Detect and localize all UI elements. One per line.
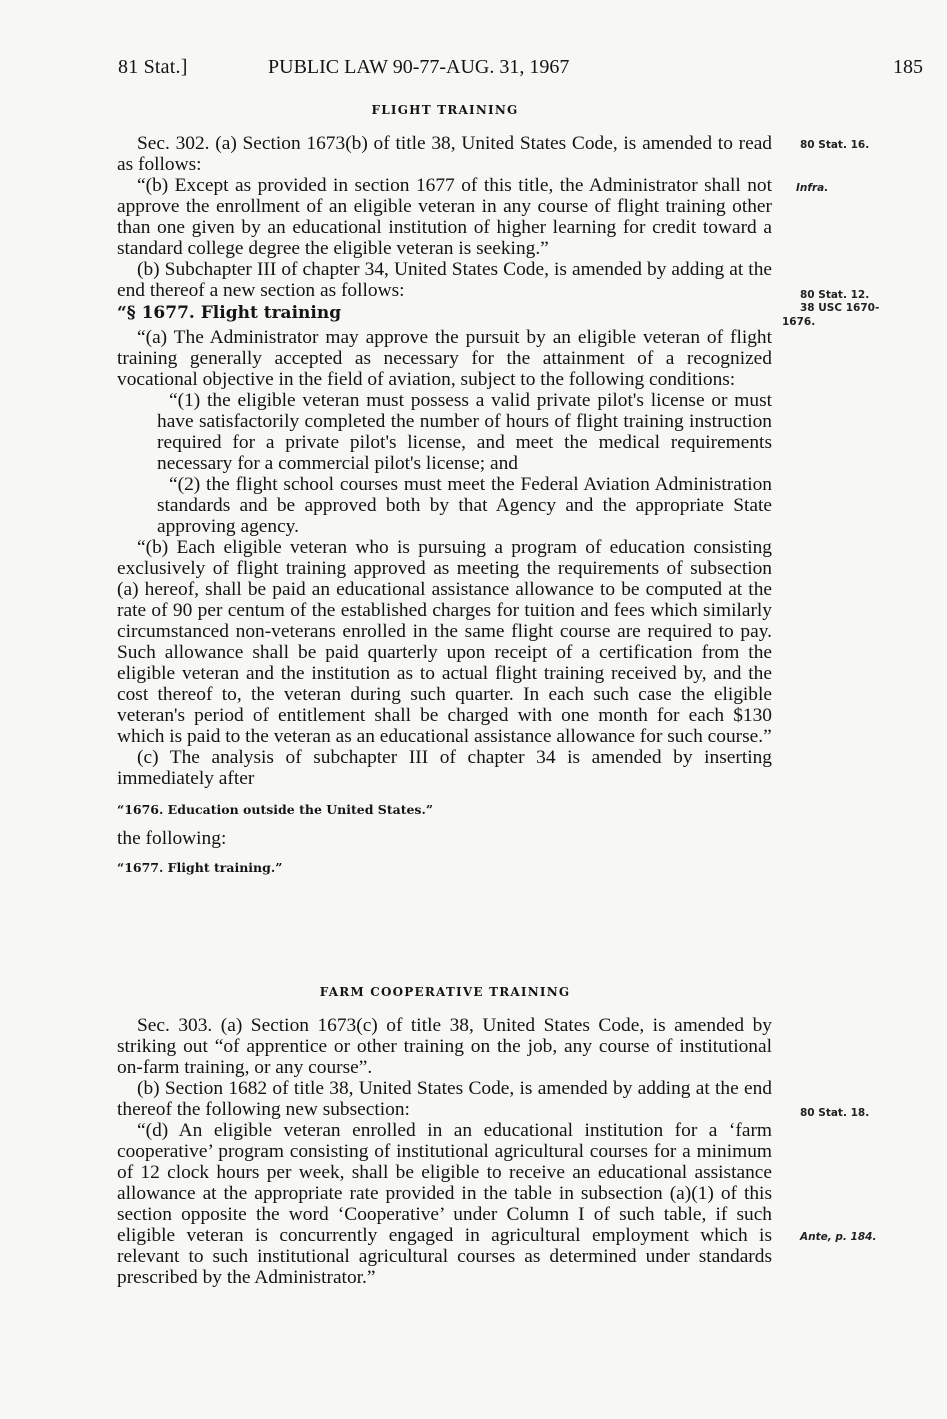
section-heading-flight-training: FLIGHT TRAINING bbox=[371, 103, 519, 117]
section-302-body bbox=[117, 133, 772, 878]
paragraph: Sec. 303. (a) Section 1673(c) of title 38, United States Code, is amended by striking out “of apprentice or other training on the job, any course of institutional on-farm training, or any course”. bbox=[117, 1015, 772, 1078]
margin-note: 80 Stat. 12. bbox=[800, 289, 870, 301]
page-running-head: PUBLIC LAW 90-77-AUG. 31, 1967 bbox=[268, 56, 570, 78]
paragraph: “(1) the eligible veteran must possess a valid private pilot's license or must have satisfactorily completed the number of hours of flight training instruction required for a private pilot's license, and meet the medical requirements necessary for a commercial pilot's license; and bbox=[157, 390, 772, 474]
table-of-contents-entry: “1677. Flight training.” bbox=[117, 860, 283, 875]
section-303-body bbox=[117, 1015, 772, 1288]
margin-note: Infra. bbox=[796, 182, 829, 194]
paragraph: Sec. 302. (a) Section 1673(b) of title 38, United States Code, is amended to read as follows: bbox=[117, 133, 772, 175]
section-heading-farm-cooperative: FARM COOPERATIVE TRAINING bbox=[319, 985, 571, 999]
section-1677-heading: “§ 1677. Flight training bbox=[117, 303, 342, 323]
paragraph: (b) Subchapter III of chapter 34, United States Code, is amended by adding at the end thereof a new section as follows: bbox=[117, 259, 772, 301]
page-number: 185 bbox=[893, 56, 923, 78]
paragraph: “(d) An eligible veteran enrolled in an educational institution for a ‘farm cooperative’ program consisting of institutional agricultural courses for a minimum of 12 clock hours per week, shall be eligible to receive an educational assistance allowance at the appropriate rate provided in the table in subsection (a)(1) of this section opposite the word ‘Cooperative’ under Column I of such table, if such eligible veteran is concurrently engaged in agricultural employment which is relevant to such institutional agricultural courses as determined under standards prescribed by the Administrator.” bbox=[117, 1120, 772, 1288]
paragraph: “(2) the flight school courses must meet the Federal Aviation Administration standards and be approved both by that Agency and the appropriate State approving agency. bbox=[157, 474, 772, 537]
margin-note: 80 Stat. 18. bbox=[800, 1107, 870, 1119]
paragraph: the following: bbox=[117, 828, 227, 849]
paragraph: (b) Section 1682 of title 38, United States Code, is amended by adding at the end thereof the following new subsection: bbox=[117, 1078, 772, 1120]
paragraph: (c) The analysis of subchapter III of chapter 34 is amended by inserting immediately after bbox=[117, 747, 772, 789]
statute-volume-label: 81 Stat.] bbox=[118, 56, 188, 78]
margin-note: 1676. bbox=[782, 316, 816, 328]
paragraph: “(b) Each eligible veteran who is pursuing a program of education consisting exclusively of flight training approved as meeting the requirements of subsection (a) hereof, shall be paid an educational assistance allowance to be computed at the rate of 90 per centum of the established charges for tuition and fees which similarly circumstanced non-veterans enrolled in the same flight course are required to pay. Such allowance shall be paid quarterly upon receipt of a certification from the eligible veteran and the institution as to actual flight training received by, and the cost thereof to, the veteran during such quarter. In each such case the eligible veteran's period of entitlement shall be charged with one month for each $130 which is paid to the veteran as an educational assistance allowance for such course.” bbox=[117, 537, 772, 747]
paragraph: “(b) Except as provided in section 1677 of this title, the Administrator shall not approve the enrollment of an eligible veteran in any course of flight training other than one given by an educational institution of higher learning for credit toward a standard college degree the eligible veteran is seeking.” bbox=[117, 175, 772, 259]
margin-note: 80 Stat. 16. bbox=[800, 139, 870, 151]
table-of-contents-entry: “1676. Education outside the United States.” bbox=[117, 802, 434, 817]
margin-note: Ante, p. 184. bbox=[800, 1231, 877, 1243]
paragraph: “(a) The Administrator may approve the pursuit by an eligible veteran of flight training generally accepted as necessary for the attainment of a recognized vocational objective in the field of aviation, subject to the following conditions: bbox=[117, 327, 772, 390]
margin-note: 38 USC 1670- bbox=[800, 302, 880, 314]
